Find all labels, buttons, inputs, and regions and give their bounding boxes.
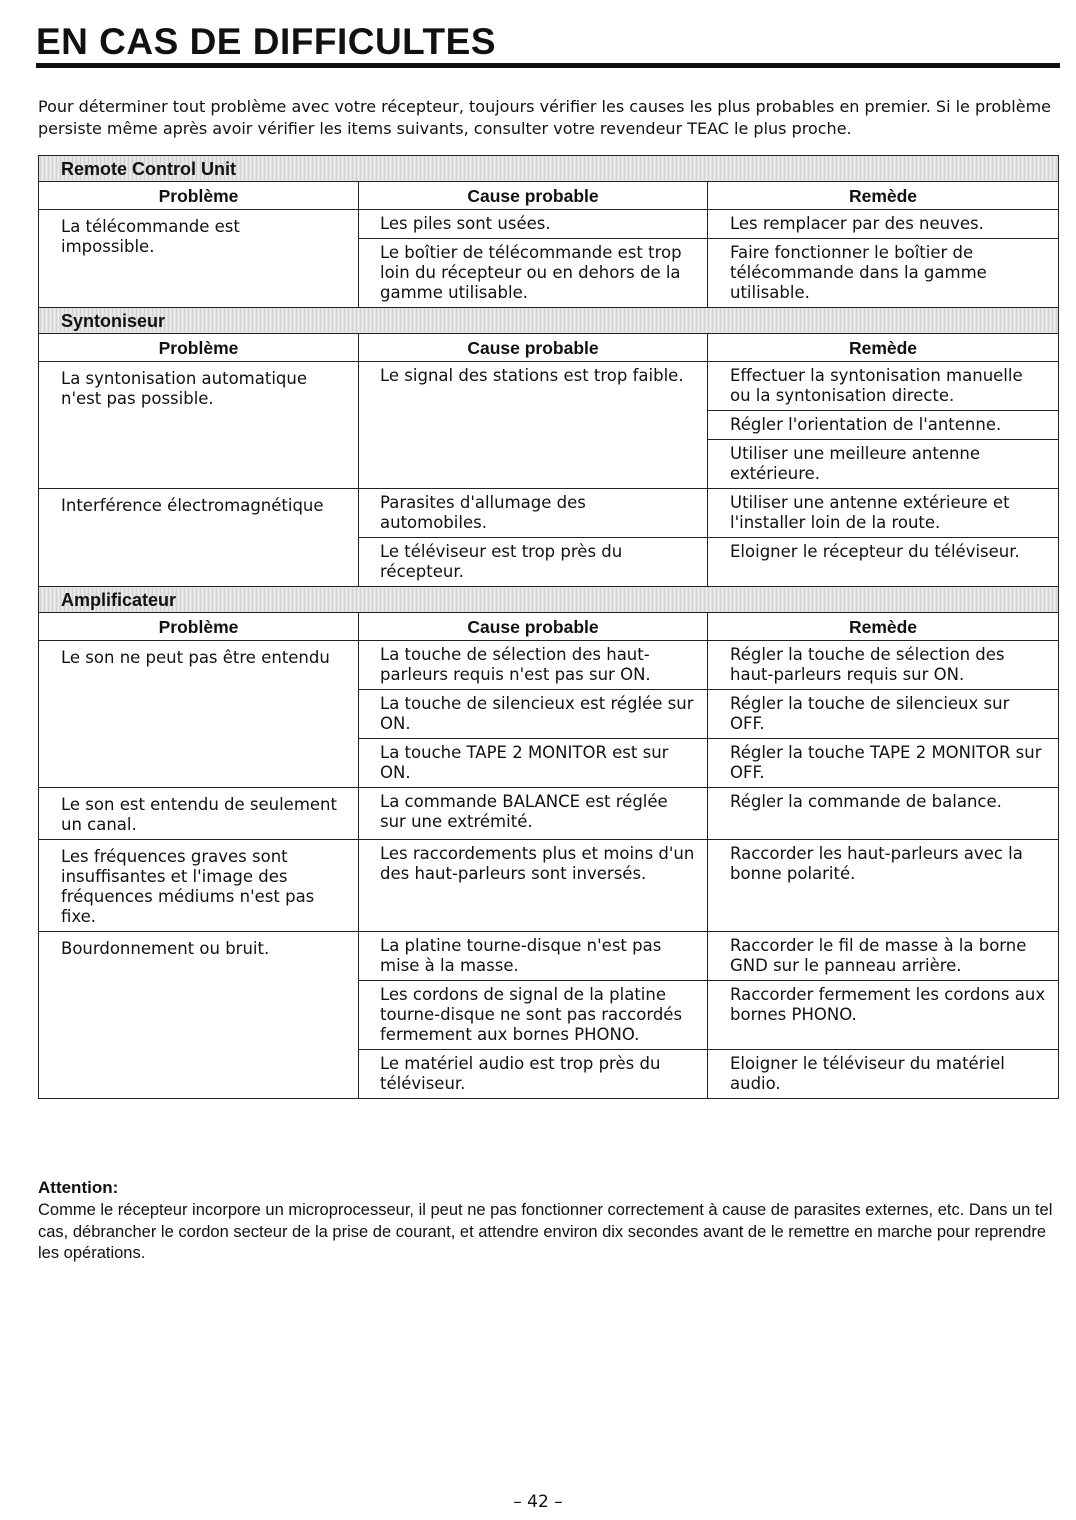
table-row [39, 840, 1059, 932]
section-header-tuner [39, 308, 1059, 334]
remedy-cell: Utiliser une antenne extérieure et l'installer loin de la route. [708, 489, 1059, 538]
column-header-remedy: Remède [708, 613, 1059, 641]
remedy-cell: Régler la touche de silencieux sur OFF. [708, 690, 1059, 739]
cause-cell: Le boîtier de télécommande est trop loin du récepteur ou en dehors de la gamme utilisable. [359, 239, 708, 308]
table-row [39, 489, 1059, 538]
table-row [39, 641, 1059, 690]
problem-cell: Les fréquences graves sont insuffisantes et l'image des fréquences médiums n'est pas fixe. [39, 840, 359, 932]
remedy-cell: Régler la commande de balance. [708, 788, 1059, 840]
cause-cell: La touche de sélection des haut-parleurs requis n'est pas sur ON. [359, 641, 708, 690]
remedy-cell: Régler l'orientation de l'antenne. [708, 411, 1059, 440]
column-header-problem: Problème [39, 613, 359, 641]
table-row [39, 788, 1059, 840]
column-header-row [39, 334, 1059, 362]
cause-cell: La commande BALANCE est réglée sur une extrémité. [359, 788, 708, 840]
column-header-cause: Cause probable [359, 334, 708, 362]
column-header-cause: Cause probable [359, 613, 708, 641]
remedy-cell: Eloigner le récepteur du téléviseur. [708, 538, 1059, 587]
remedy-cell: Effectuer la syntonisation manuelle ou la syntonisation directe. [708, 362, 1059, 411]
cause-cell: Le téléviseur est trop près du récepteur. [359, 538, 708, 587]
section-title: Remote Control Unit [39, 156, 1059, 182]
attention-text: Comme le récepteur incorpore un microprocesseur, il peut ne pas fonctionner correctement à cause de parasites externes, etc. Dans un tel cas, débrancher le cordon secteur de la prise de courant, et attendre environ dix secondes avant de le remettre en marche pour reprendre les opérations. [38, 1201, 1053, 1262]
intro-paragraph: Pour déterminer tout problème avec votre récepteur, toujours vérifier les causes les plus probables en premier. Si le problème persiste même après avoir vérifier les items suivants, consulter votre revendeur TEAC le plus proche. [38, 97, 1052, 138]
section-header-remote [39, 156, 1059, 182]
column-header-cause: Cause probable [359, 182, 708, 210]
attention-title: Attention: [38, 1178, 119, 1197]
remedy-cell: Raccorder le fil de masse à la borne GND sur le panneau arrière. [708, 932, 1059, 981]
cause-cell: La touche TAPE 2 MONITOR est sur ON. [359, 739, 708, 788]
remedy-cell: Eloigner le téléviseur du matériel audio. [708, 1050, 1059, 1099]
remedy-cell: Utiliser une meilleure antenne extérieure. [708, 440, 1059, 489]
remedy-cell: Les remplacer par des neuves. [708, 210, 1059, 239]
problem-cell: Le son ne peut pas être entendu [39, 641, 359, 788]
problem-cell: La syntonisation automatique n'est pas possible. [39, 362, 359, 489]
problem-cell: La télécommande est impossible. [39, 210, 359, 308]
column-header-remedy: Remède [708, 182, 1059, 210]
section-header-amp [39, 587, 1059, 613]
table-row [39, 932, 1059, 981]
page-title: EN CAS DE DIFFICULTES [36, 21, 496, 62]
column-header-problem: Problème [39, 182, 359, 210]
problem-cell: Le son est entendu de seulement un canal. [39, 788, 359, 840]
remedy-cell: Régler la touche de sélection des haut-parleurs requis sur ON. [708, 641, 1059, 690]
problem-cell: Bourdonnement ou bruit. [39, 932, 359, 1099]
problem-cell: Interférence électromagnétique [39, 489, 359, 587]
table-row [39, 210, 1059, 239]
column-header-row [39, 182, 1059, 210]
troubleshooting-table [38, 155, 1059, 1099]
section-title: Amplificateur [39, 587, 1059, 613]
section-title: Syntoniseur [39, 308, 1059, 334]
column-header-row [39, 613, 1059, 641]
column-header-remedy: Remède [708, 334, 1059, 362]
remedy-cell: Raccorder les haut-parleurs avec la bonne polarité. [708, 840, 1059, 932]
cause-cell: Parasites d'allumage des automobiles. [359, 489, 708, 538]
column-header-problem: Problème [39, 334, 359, 362]
table-row [39, 362, 1059, 411]
page-number: – 42 – [513, 1492, 563, 1512]
cause-cell: La platine tourne-disque n'est pas mise à la masse. [359, 932, 708, 981]
cause-cell: Les piles sont usées. [359, 210, 708, 239]
cause-cell: Le signal des stations est trop faible. [359, 362, 708, 489]
remedy-cell: Régler la touche TAPE 2 MONITOR sur OFF. [708, 739, 1059, 788]
title-rule [36, 63, 1060, 68]
remedy-cell: Raccorder fermement les cordons aux bornes PHONO. [708, 981, 1059, 1050]
remedy-cell: Faire fonctionner le boîtier de télécommande dans la gamme utilisable. [708, 239, 1059, 308]
cause-cell: Les cordons de signal de la platine tourne-disque ne sont pas raccordés fermement aux bornes PHONO. [359, 981, 708, 1050]
cause-cell: La touche de silencieux est réglée sur ON. [359, 690, 708, 739]
cause-cell: Le matériel audio est trop près du téléviseur. [359, 1050, 708, 1099]
cause-cell: Les raccordements plus et moins d'un des haut-parleurs sont inversés. [359, 840, 708, 932]
